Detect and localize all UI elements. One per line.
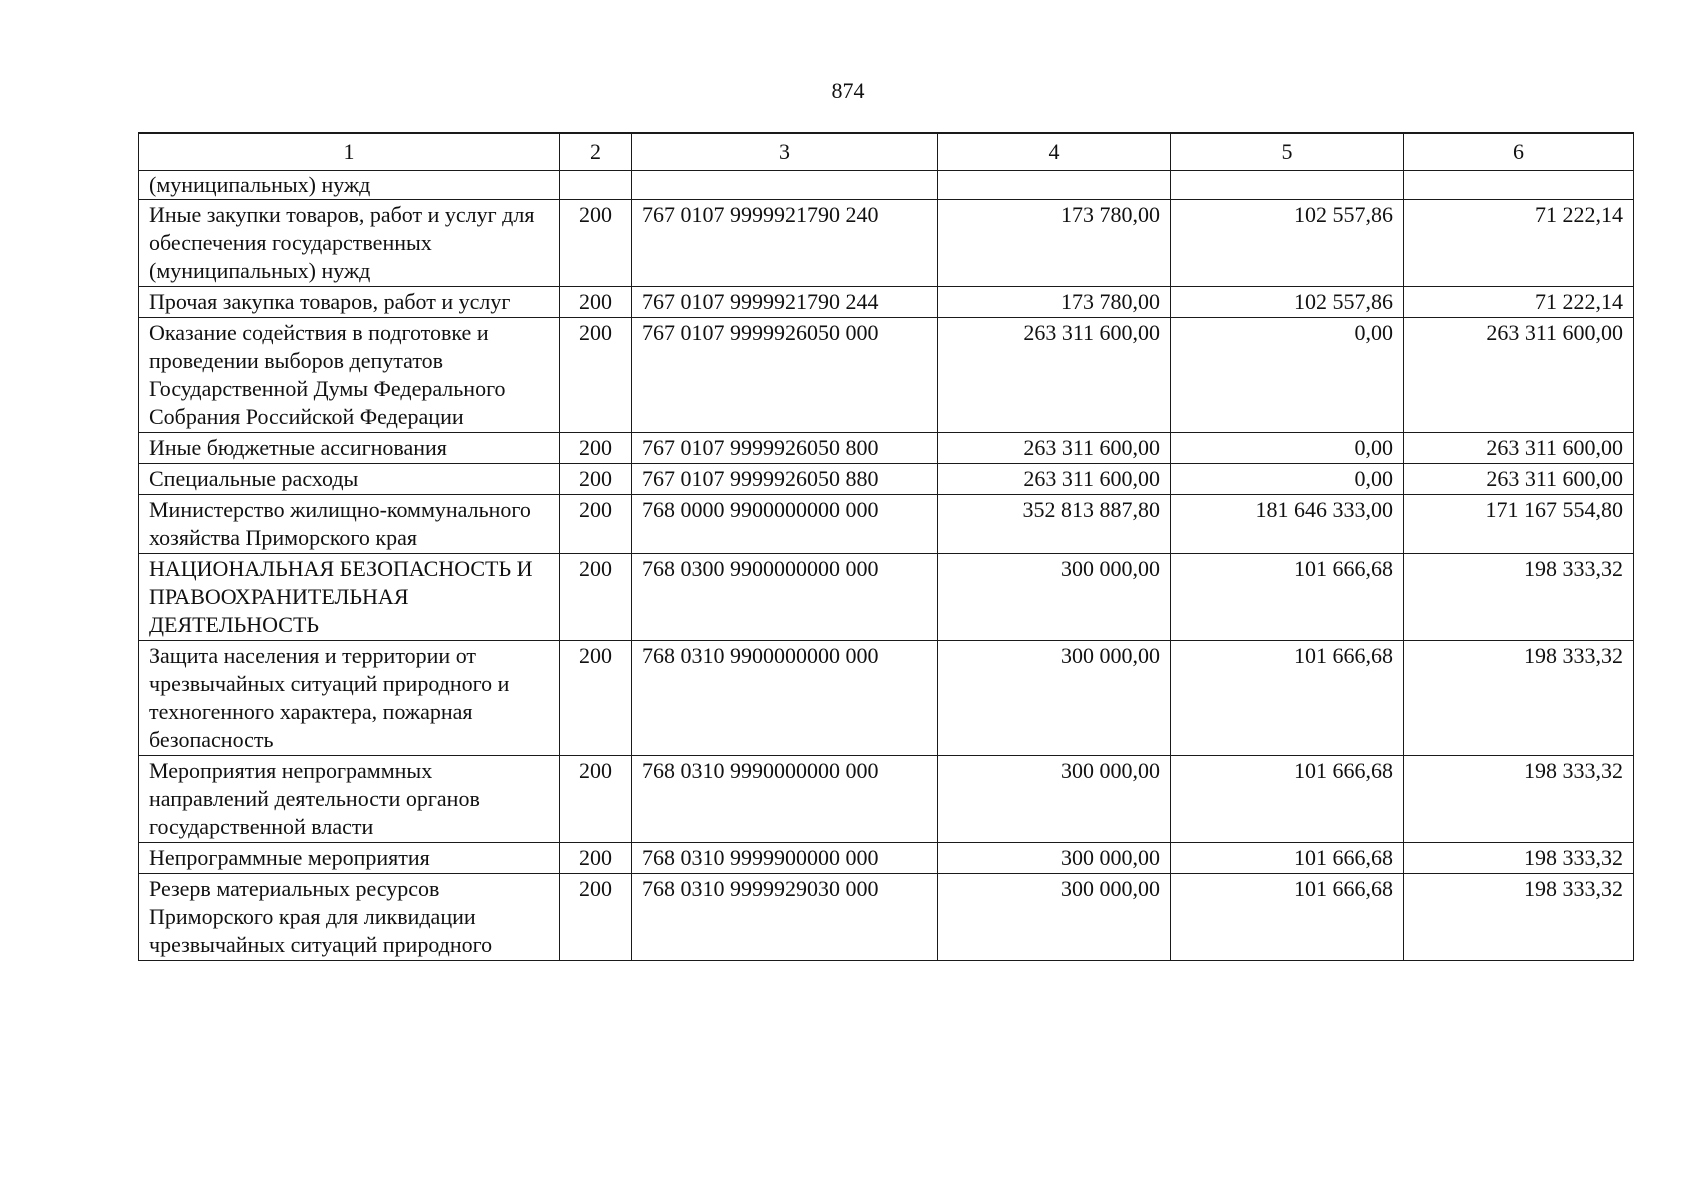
table-row [139,171,1634,200]
row-budget-code: 768 0310 9900000000 000 [632,641,938,756]
row-col-6: 198 333,32 [1404,554,1634,641]
table-row [139,495,1634,554]
row-admin-code: 200 [560,200,632,287]
row-budget-code: 768 0310 9999900000 000 [632,843,938,874]
row-budget-code: 768 0300 9900000000 000 [632,554,938,641]
row-name: Резерв материальных ресурсов Приморского края для ликвидации чрезвычайных ситуаций природного [139,874,560,961]
row-col-6: 198 333,32 [1404,874,1634,961]
row-col-4: 173 780,00 [938,287,1171,318]
row-budget-code: 767 0107 9999921790 244 [632,287,938,318]
row-col-5: 102 557,86 [1171,200,1404,287]
header-col-2: 2 [560,133,632,171]
row-col-6: 171 167 554,80 [1404,495,1634,554]
row-col-6: 263 311 600,00 [1404,464,1634,495]
row-name: НАЦИОНАЛЬНАЯ БЕЗОПАСНОСТЬ И ПРАВООХРАНИТЕЛЬНАЯ ДЕЯТЕЛЬНОСТЬ [139,554,560,641]
row-admin-code: 200 [560,554,632,641]
header-col-4: 4 [938,133,1171,171]
row-col-4: 300 000,00 [938,843,1171,874]
row-budget-code: 767 0107 9999926050 000 [632,318,938,433]
row-admin-code: 200 [560,641,632,756]
row-col-6: 71 222,14 [1404,287,1634,318]
row-name: Иные закупки товаров, работ и услуг для обеспечения государственных (муниципальных) нужд [139,200,560,287]
table-row [139,200,1634,287]
table-row [139,874,1634,961]
row-col-5: 181 646 333,00 [1171,495,1404,554]
row-name: Защита населения и территории от чрезвычайных ситуаций природного и техногенного характера, пожарная безопасность [139,641,560,756]
row-col-4: 300 000,00 [938,641,1171,756]
table-row [139,318,1634,433]
row-admin-code [560,171,632,200]
row-admin-code: 200 [560,874,632,961]
row-col-5: 0,00 [1171,433,1404,464]
row-budget-code: 768 0000 9900000000 000 [632,495,938,554]
row-col-4: 263 311 600,00 [938,318,1171,433]
table-row [139,554,1634,641]
row-budget-code: 767 0107 9999926050 880 [632,464,938,495]
row-col-5: 101 666,68 [1171,874,1404,961]
table-row [139,756,1634,843]
header-col-3: 3 [632,133,938,171]
row-col-6: 198 333,32 [1404,756,1634,843]
row-admin-code: 200 [560,843,632,874]
row-col-4: 263 311 600,00 [938,433,1171,464]
row-col-5 [1171,171,1404,200]
row-col-6: 198 333,32 [1404,641,1634,756]
header-col-1: 1 [139,133,560,171]
row-name: Прочая закупка товаров, работ и услуг [139,287,560,318]
row-name: Мероприятия непрограммных направлений деятельности органов государственной власти [139,756,560,843]
row-col-4: 300 000,00 [938,874,1171,961]
table-row [139,287,1634,318]
table-row [139,433,1634,464]
row-admin-code: 200 [560,287,632,318]
table-row [139,641,1634,756]
table-row [139,843,1634,874]
row-col-5: 101 666,68 [1171,641,1404,756]
row-col-4: 300 000,00 [938,554,1171,641]
row-col-6: 263 311 600,00 [1404,433,1634,464]
row-col-4: 300 000,00 [938,756,1171,843]
row-admin-code: 200 [560,756,632,843]
row-col-4: 352 813 887,80 [938,495,1171,554]
header-col-6: 6 [1404,133,1634,171]
row-name: Оказание содействия в подготовке и проведении выборов депутатов Государственной Думы Федерального Собрания Российской Федерации [139,318,560,433]
row-col-6: 198 333,32 [1404,843,1634,874]
row-budget-code: 768 0310 9990000000 000 [632,756,938,843]
budget-table [138,132,1634,961]
row-budget-code: 767 0107 9999921790 240 [632,200,938,287]
row-col-6: 71 222,14 [1404,200,1634,287]
row-col-5: 102 557,86 [1171,287,1404,318]
row-name: Министерство жилищно-коммунального хозяйства Приморского края [139,495,560,554]
row-col-5: 101 666,68 [1171,843,1404,874]
row-col-5: 0,00 [1171,464,1404,495]
row-col-5: 0,00 [1171,318,1404,433]
row-col-6: 263 311 600,00 [1404,318,1634,433]
row-admin-code: 200 [560,464,632,495]
row-admin-code: 200 [560,318,632,433]
row-budget-code: 768 0310 9999929030 000 [632,874,938,961]
row-col-6 [1404,171,1634,200]
row-col-5: 101 666,68 [1171,554,1404,641]
row-col-4: 173 780,00 [938,200,1171,287]
row-admin-code: 200 [560,495,632,554]
row-col-5: 101 666,68 [1171,756,1404,843]
header-col-5: 5 [1171,133,1404,171]
row-name: Непрограммные мероприятия [139,843,560,874]
row-admin-code: 200 [560,433,632,464]
row-budget-code: 767 0107 9999926050 800 [632,433,938,464]
row-col-4 [938,171,1171,200]
row-budget-code [632,171,938,200]
row-name: Специальные расходы [139,464,560,495]
row-col-4: 263 311 600,00 [938,464,1171,495]
table-row [139,464,1634,495]
row-name: Иные бюджетные ассигнования [139,433,560,464]
page-number: 874 [831,78,865,103]
table-header-row [139,133,1634,171]
row-name: (муниципальных) нужд [139,171,560,200]
